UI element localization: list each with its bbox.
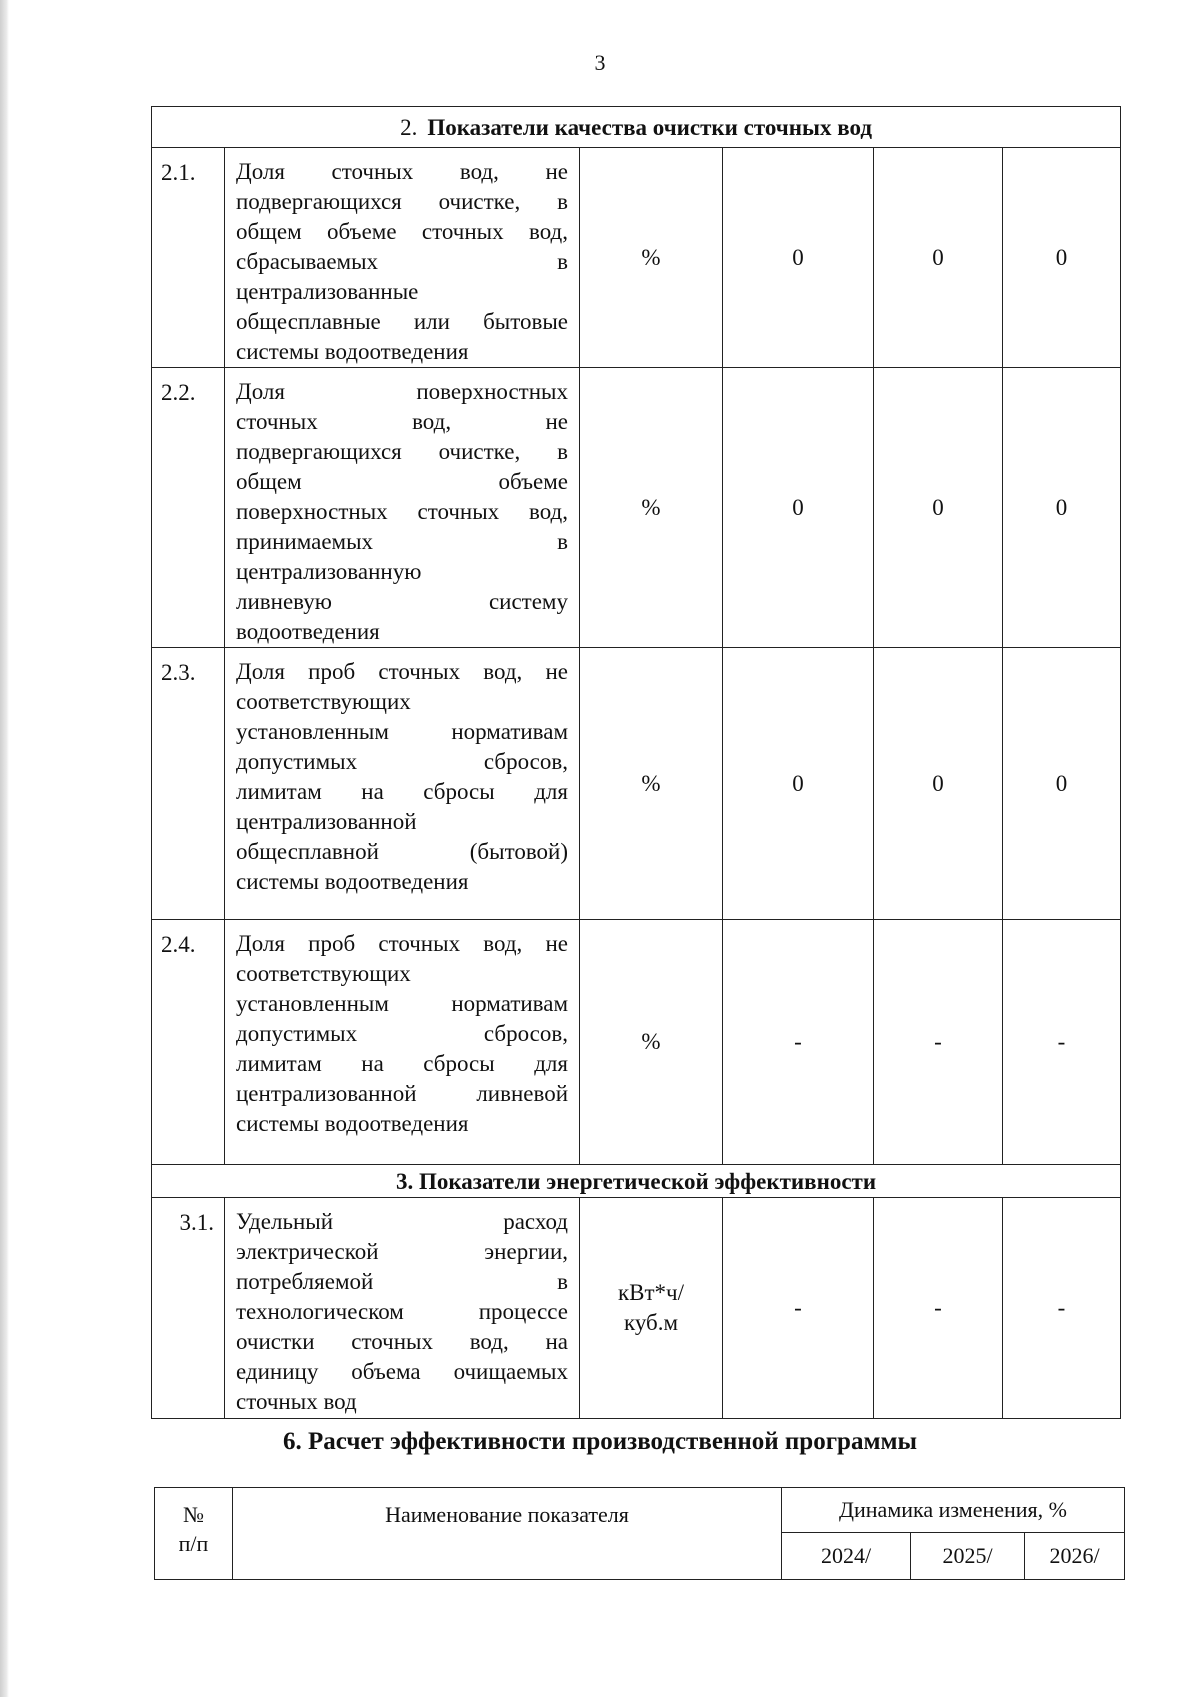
indicator-name [225, 148, 580, 368]
section-number: 2. [400, 115, 418, 140]
value-cell: - [1003, 920, 1121, 1165]
value-cell: - [1003, 1198, 1121, 1419]
dynamics-column-header: Динамика изменения, % [782, 1488, 1125, 1533]
indicator-name-line: принимаемых в [236, 529, 568, 554]
year-header: 2025/ [911, 1533, 1025, 1580]
value-cell: 0 [1003, 368, 1121, 648]
indicator-name-line: Удельный расход [236, 1209, 568, 1234]
name-column-header: Наименование показателя [233, 1488, 782, 1580]
efficiency-header-row [155, 1488, 1125, 1533]
indicator-name-line: централизованной [236, 809, 417, 834]
page-number: 3 [594, 50, 606, 75]
year-header: 2024/ [782, 1533, 911, 1580]
section-2-header [152, 107, 1121, 148]
indicator-name-line: установленным нормативам [236, 991, 568, 1016]
indicator-name-line: системы водоотведения [236, 1111, 469, 1136]
value-cell: 0 [723, 368, 874, 648]
row-number: 2.3. [152, 648, 225, 920]
indicator-name-line: Доля проб сточных вод, не [236, 659, 568, 684]
section-title: Показатели качества очистки сточных вод [427, 115, 872, 140]
indicator-name [225, 648, 580, 920]
unit-cell: % [580, 368, 723, 648]
value-cell: 0 [1003, 648, 1121, 920]
indicator-name-line: централизованной ливневой [236, 1081, 568, 1106]
indicator-name-line: поверхностных сточных вод, [236, 499, 568, 524]
unit-cell: % [580, 148, 723, 368]
indicator-name-line: подвергающихся очистке, в [236, 439, 568, 464]
section-3-header-row [152, 1165, 1121, 1198]
table-row [152, 148, 1121, 368]
indicator-name [225, 920, 580, 1165]
value-cell: 0 [723, 648, 874, 920]
value-cell: 0 [874, 648, 1003, 920]
unit-cell [580, 1198, 723, 1419]
unit-line: куб.м [623, 1310, 679, 1335]
quality-indicators-table [151, 106, 1121, 1419]
indicator-name-line: допустимых сбросов, [236, 749, 568, 774]
indicator-name-line: соответствующих [236, 689, 411, 714]
row-number: 3.1. [152, 1198, 225, 1419]
indicator-name-line: общем объеме сточных вод, [236, 219, 568, 244]
indicator-name-line: сбрасываемых в [236, 249, 568, 274]
indicator-name-line: водоотведения [236, 619, 380, 644]
indicator-name-line: ливневую систему [236, 589, 568, 614]
indicator-name-line: общем объеме [236, 469, 568, 494]
table-row [152, 920, 1121, 1165]
indicator-name-line: Доля сточных вод, не [236, 159, 568, 184]
indicator-name-line: допустимых сбросов, [236, 1021, 568, 1046]
indicator-name-line: соответствующих [236, 961, 411, 986]
indicator-name-line: системы водоотведения [236, 339, 469, 364]
table-row [152, 1198, 1121, 1419]
indicator-name-line: установленным нормативам [236, 719, 568, 744]
unit-line: кВт*ч/ [617, 1280, 685, 1305]
section-2-header-row [152, 107, 1121, 148]
unit-cell: % [580, 920, 723, 1165]
row-number: 2.4. [152, 920, 225, 1165]
value-cell: 0 [874, 368, 1003, 648]
value-cell: - [874, 1198, 1003, 1419]
indicator-name-line: Доля проб сточных вод, не [236, 931, 568, 956]
number-column-header [155, 1488, 233, 1580]
value-cell: 0 [1003, 148, 1121, 368]
indicator-name-line: очистки сточных вод, на [236, 1329, 568, 1354]
indicator-name-line: лимитам на сбросы для [236, 1051, 568, 1076]
unit-cell: % [580, 648, 723, 920]
indicator-name-line: сточных вод [236, 1389, 357, 1414]
section-3-header: 3. Показатели энергетической эффективности [152, 1165, 1121, 1198]
indicator-name [225, 368, 580, 648]
table-row [152, 648, 1121, 920]
indicator-name-line: общесплавные или бытовые [236, 309, 568, 334]
section-6-heading: 6. Расчет эффективности производственной программы [282, 1428, 918, 1455]
indicator-name-line: общесплавной (бытовой) [236, 839, 568, 864]
row-number: 2.2. [152, 368, 225, 648]
indicator-name [225, 1198, 580, 1419]
indicator-name-line: централизованную [236, 559, 422, 584]
indicator-name-line: единицу объема очищаемых [236, 1359, 568, 1384]
indicator-name-line: централизованные [236, 279, 419, 304]
year-header: 2026/ [1025, 1533, 1125, 1580]
efficiency-table [154, 1487, 1125, 1580]
value-cell: - [723, 1198, 874, 1419]
value-cell: - [874, 920, 1003, 1165]
value-cell: - [723, 920, 874, 1165]
row-number: 2.1. [152, 148, 225, 368]
indicator-name-line: Доля поверхностных [236, 379, 568, 404]
number-header-line: № [183, 1502, 204, 1527]
value-cell: 0 [874, 148, 1003, 368]
value-cell: 0 [723, 148, 874, 368]
indicator-name-line: системы водоотведения [236, 869, 469, 894]
indicator-name-line: подвергающихся очистке, в [236, 189, 568, 214]
number-header-line: п/п [178, 1531, 209, 1556]
indicator-name-line: сточных вод, не [236, 409, 568, 434]
table-row [152, 368, 1121, 648]
indicator-name-line: лимитам на сбросы для [236, 779, 568, 804]
indicator-name-line: технологическом процессе [236, 1299, 568, 1324]
indicator-name-line: потребляемой в [236, 1269, 568, 1294]
indicator-name-line: электрической энергии, [236, 1239, 568, 1264]
